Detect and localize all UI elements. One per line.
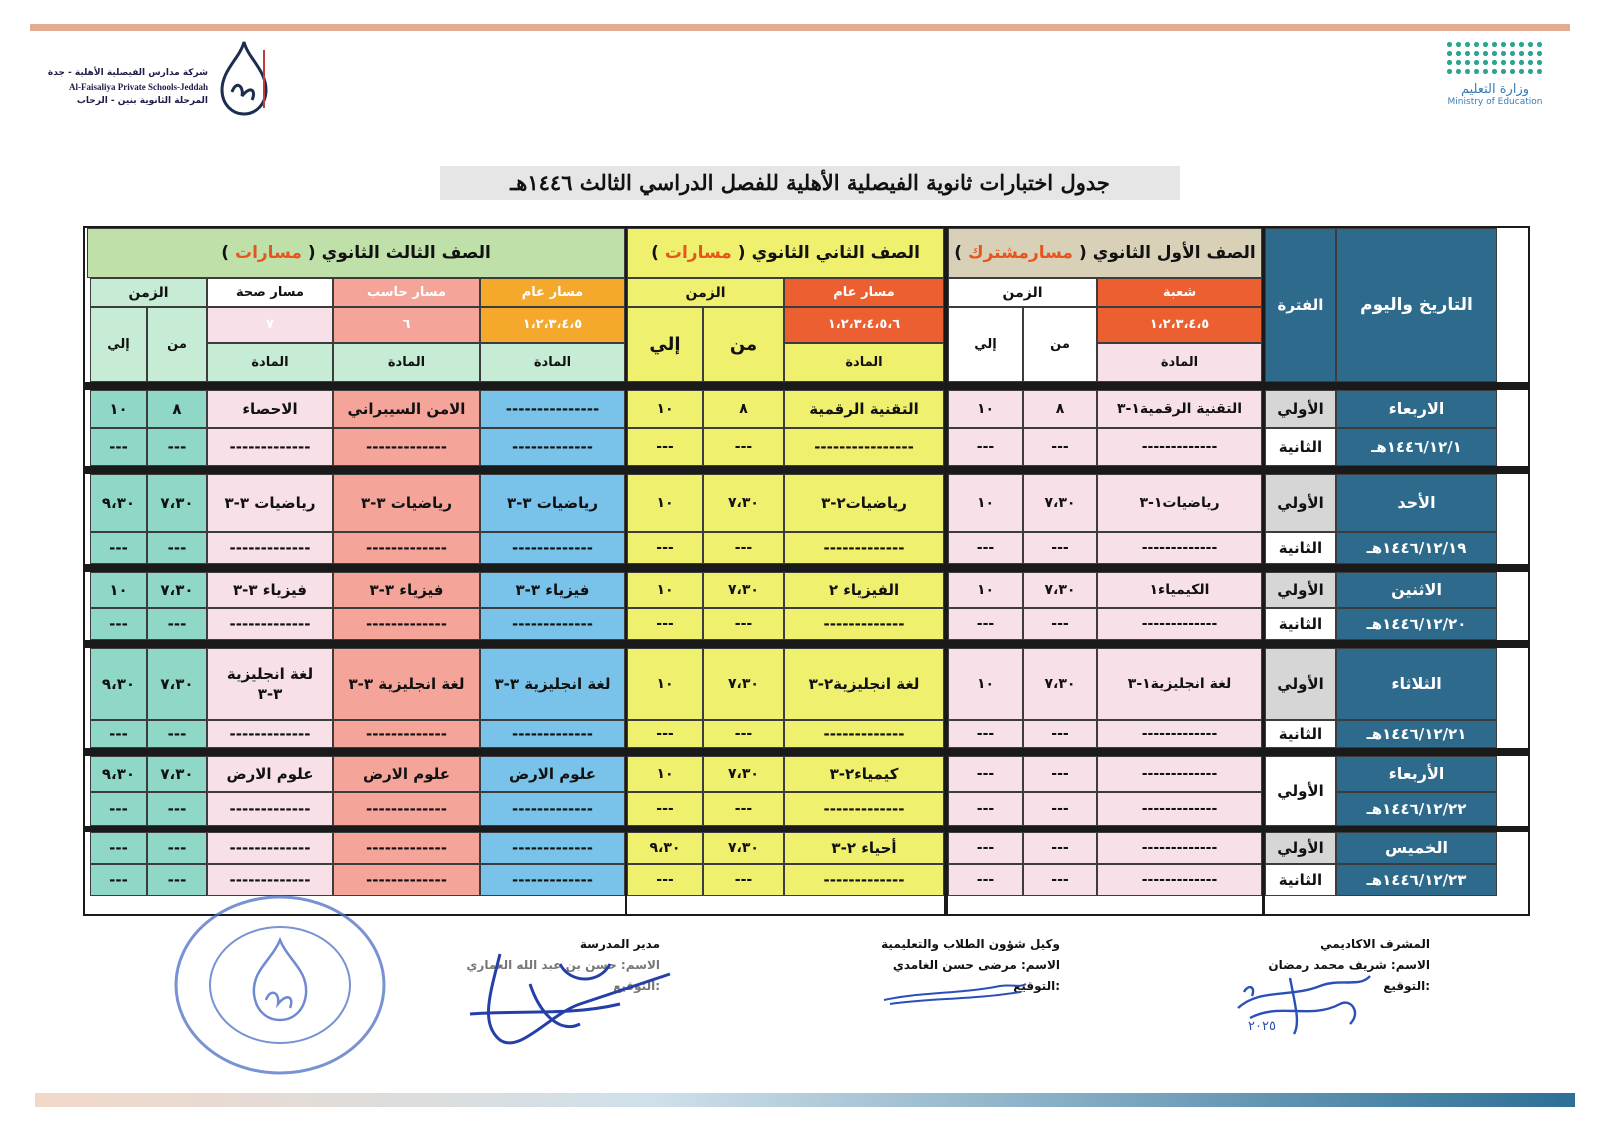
academic-name: الاسم: شريف محمد رمضان: [1268, 958, 1430, 972]
g2-subject-cell: -------------: [784, 864, 944, 896]
g3-general-cell: ---------------: [480, 390, 625, 428]
principal-name: الاسم: حسن بن عبد الله العماري: [466, 958, 660, 972]
row-separator: [85, 382, 1528, 390]
period-cell: الثانية: [1265, 608, 1336, 640]
day-date: ١٤٤٦/١٢/١٩هـ: [1336, 532, 1497, 564]
g1-to-cell: ---: [948, 756, 1023, 792]
g3-computer-label: مسار حاسب: [333, 278, 480, 307]
g3-to-cell: ٩،٣٠: [90, 474, 147, 532]
g1-from-cell: ---: [1023, 428, 1097, 466]
g3-computer-cell: -------------: [333, 532, 480, 564]
g2-from-cell: ---: [703, 428, 784, 466]
period-cell: الأولي: [1265, 390, 1336, 428]
g1-subject-cell: -------------: [1097, 864, 1262, 896]
g2-subject-cell: رياضيات٢-٣: [784, 474, 944, 532]
g3-health-cell: -------------: [207, 532, 333, 564]
g1-subject-cell: -------------: [1097, 532, 1262, 564]
period-cell: الأولي: [1265, 648, 1336, 720]
g2-to-cell: ---: [627, 720, 703, 748]
g3-to-label: إلي: [90, 307, 147, 382]
g2-from-label: من: [703, 307, 784, 382]
g3-computer-subject: المادة: [333, 343, 480, 382]
g1-to-cell: ---: [948, 832, 1023, 864]
g3-general-cell: -------------: [480, 832, 625, 864]
principal-title: مدير المدرسة: [579, 937, 660, 951]
g3-health-cell: -------------: [207, 428, 333, 466]
g1-from-cell: ---: [1023, 608, 1097, 640]
g2-subject-label: المادة: [784, 343, 944, 382]
header-date-day: التاريخ واليوم: [1336, 228, 1497, 382]
g3-to-cell: ٩،٣٠: [90, 648, 147, 720]
bottom-decorative-line: [35, 1093, 1575, 1107]
g3-to-cell: ---: [90, 428, 147, 466]
g1-to-cell: ١٠: [948, 648, 1023, 720]
g1-to-cell: ---: [948, 428, 1023, 466]
g3-from-cell: ٧،٣٠: [147, 572, 207, 608]
g2-subject-cell: أحياء ٢-٣: [784, 832, 944, 864]
g3-from-cell: ٨: [147, 390, 207, 428]
day-name: الاربعاء: [1336, 390, 1497, 428]
g3-from-cell: ---: [147, 608, 207, 640]
g3-general-cell: -------------: [480, 720, 625, 748]
g3-computer-cell: فيزياء ٣-٣: [333, 572, 480, 608]
g3-from-cell: ---: [147, 428, 207, 466]
g3-computer-values: ٦: [333, 307, 480, 343]
g2-from-cell: ---: [703, 792, 784, 826]
period-cell: الثانية: [1265, 428, 1336, 466]
ministry-name-ar: وزارة التعليم: [1460, 82, 1530, 97]
header-period: الفترة: [1265, 228, 1336, 382]
g1-to-cell: ١٠: [948, 572, 1023, 608]
affairs-signature-scribble: [880, 978, 1030, 1008]
g3-health-label: مسار صحة: [207, 278, 333, 307]
g2-to-cell: ١٠: [627, 648, 703, 720]
g2-to-cell: ---: [627, 608, 703, 640]
day-date: ١٤٤٦/١٢/٢٠هـ: [1336, 608, 1497, 640]
paren: (: [737, 243, 746, 263]
academic-signature-scribble: [1230, 968, 1380, 1038]
g1-from-cell: ---: [1023, 720, 1097, 748]
g2-subject-cell: -------------: [784, 608, 944, 640]
g1-from-cell: ٧،٣٠: [1023, 572, 1097, 608]
g3-health-cell: لغة انجليزية ٣-٣: [207, 648, 333, 720]
ministry-name-en: Ministry of Education: [1447, 97, 1543, 107]
paren: (: [307, 243, 316, 263]
period-cell: الأولي: [1265, 832, 1336, 864]
g1-section-label: شعبة: [1097, 278, 1262, 307]
g1-subject-cell: رياضيات١-٣: [1097, 474, 1262, 532]
affairs-name: الاسم: مرضى حسن الغامدي: [892, 958, 1060, 972]
g2-time-label: الزمن: [627, 278, 784, 307]
g3-general-cell: رياضيات ٣-٣: [480, 474, 625, 532]
g3-general-subject: المادة: [480, 343, 625, 382]
g3-general-cell: فيزياء ٣-٣: [480, 572, 625, 608]
g3-from-cell: ---: [147, 864, 207, 896]
day-date: ١٤٤٦/١٢/٢١هـ: [1336, 720, 1497, 748]
g1-to-cell: ---: [948, 792, 1023, 826]
principal-signature-scribble: [460, 944, 680, 1054]
g3-time-label: الزمن: [90, 278, 207, 307]
g3-to-cell: ١٠: [90, 390, 147, 428]
g1-from-cell: ---: [1023, 832, 1097, 864]
g1-subject-cell: الكيمياء١: [1097, 572, 1262, 608]
day-name: الأربعاء: [1336, 756, 1497, 792]
g3-health-cell: الاحصاء: [207, 390, 333, 428]
g3-health-cell: -------------: [207, 792, 333, 826]
header-grade-2-label: الصف الثاني الثانوي: [751, 243, 920, 263]
g1-subject-cell: التقنية الرقمية١-٣: [1097, 390, 1262, 428]
page-title: جدول اختبارات ثانوية الفيصلية الأهلية للفصل الدراسي الثالث ١٤٤٦هـ: [440, 166, 1180, 200]
g1-to-cell: ١٠: [948, 390, 1023, 428]
day-date: ١٤٤٦/١٢/٢٣هـ: [1336, 864, 1497, 896]
header-grade-2-track: مسارات: [664, 243, 732, 263]
g1-to-cell: ---: [948, 532, 1023, 564]
school-name-en: Al-Faisaliya Private Schools-Jeddah: [69, 82, 208, 92]
svg-text:٢٠٢٥: ٢٠٢٥: [1248, 1019, 1276, 1034]
g1-from-cell: ---: [1023, 532, 1097, 564]
row-separator: [85, 564, 1528, 572]
g1-from-cell: ---: [1023, 792, 1097, 826]
ministry-logo: [1440, 40, 1550, 107]
row-separator: [85, 466, 1528, 474]
g3-from-cell: ---: [147, 832, 207, 864]
ministry-dots-icon: [1445, 40, 1545, 76]
g1-subject-label: المادة: [1097, 343, 1262, 382]
day-name: الثلاثاء: [1336, 648, 1497, 720]
g1-subject-cell: -------------: [1097, 608, 1262, 640]
g3-health-cell: علوم الارض: [207, 756, 333, 792]
g1-subject-cell: -------------: [1097, 720, 1262, 748]
g1-subject-cell: -------------: [1097, 428, 1262, 466]
g1-from-cell: ٧،٣٠: [1023, 648, 1097, 720]
g3-computer-cell: -------------: [333, 428, 480, 466]
g3-to-cell: ---: [90, 720, 147, 748]
g3-from-cell: ---: [147, 532, 207, 564]
g2-from-cell: ٧،٣٠: [703, 572, 784, 608]
g3-health-subject: المادة: [207, 343, 333, 382]
g1-time-label: الزمن: [948, 278, 1097, 307]
g3-to-cell: ---: [90, 832, 147, 864]
g3-to-cell: ---: [90, 792, 147, 826]
academic-sig-label: التوقيع:: [1383, 979, 1430, 993]
g3-general-cell: -------------: [480, 792, 625, 826]
g3-from-cell: ٧،٣٠: [147, 756, 207, 792]
g2-subject-cell: التقنية الرقمية: [784, 390, 944, 428]
g3-computer-cell: -------------: [333, 792, 480, 826]
g2-subject-cell: الفيزياء ٢: [784, 572, 944, 608]
g3-general-values: ١،٢،٣،٤،٥: [480, 307, 625, 343]
g3-from-cell: ٧،٣٠: [147, 648, 207, 720]
period-cell: الثانية: [1265, 532, 1336, 564]
top-decorative-line: [30, 24, 1570, 31]
g3-from-label: من: [147, 307, 207, 382]
g1-subject-cell: -------------: [1097, 832, 1262, 864]
g3-computer-cell: لغة انجليزية ٣-٣: [333, 648, 480, 720]
g2-from-cell: ---: [703, 864, 784, 896]
g2-subject-cell: -------------: [784, 792, 944, 826]
g3-computer-cell: علوم الارض: [333, 756, 480, 792]
header-grade-1: [948, 228, 1262, 278]
period-cell: الثانية: [1265, 720, 1336, 748]
paren: (: [1078, 243, 1087, 263]
g2-col-values: ١،٢،٣،٤،٥،٦: [784, 307, 944, 343]
header-grade-3-label: الصف الثالث الثانوي: [321, 243, 491, 263]
g1-subject-cell: -------------: [1097, 792, 1262, 826]
g2-to-cell: ١٠: [627, 756, 703, 792]
g2-to-cell: ---: [627, 864, 703, 896]
g1-to-cell: ---: [948, 720, 1023, 748]
g3-from-cell: ---: [147, 792, 207, 826]
g3-computer-cell: -------------: [333, 720, 480, 748]
period-cell: الأولي: [1265, 572, 1336, 608]
academic-title: المشرف الاكاديمي: [1320, 937, 1430, 951]
g2-to-label: إلي: [627, 307, 703, 382]
header-grade-3-track: مسارات: [234, 243, 302, 263]
g2-subject-cell: -------------: [784, 720, 944, 748]
g3-to-cell: ---: [90, 608, 147, 640]
g2-to-cell: ---: [627, 532, 703, 564]
g2-subject-cell: -------------: [784, 532, 944, 564]
exam-schedule-table: [83, 226, 1530, 916]
g3-computer-cell: -------------: [333, 864, 480, 896]
g3-from-cell: ---: [147, 720, 207, 748]
g1-subject-cell: -------------: [1097, 756, 1262, 792]
g2-to-cell: ١٠: [627, 390, 703, 428]
g3-general-label: مسار عام: [480, 278, 625, 307]
g2-from-cell: ٧،٣٠: [703, 832, 784, 864]
row-separator: [85, 748, 1528, 756]
header-grade-2: [627, 228, 944, 278]
g3-health-cell: -------------: [207, 832, 333, 864]
paren: ): [221, 243, 229, 263]
g2-col-label: مسار عام: [784, 278, 944, 307]
g3-general-cell: -------------: [480, 532, 625, 564]
day-name: الخميس: [1336, 832, 1497, 864]
g3-health-cell: -------------: [207, 864, 333, 896]
day-name: الاثنين: [1336, 572, 1497, 608]
g3-general-cell: علوم الارض: [480, 756, 625, 792]
g1-subject-cell: لغة انجليزية١-٣: [1097, 648, 1262, 720]
g2-to-cell: ---: [627, 792, 703, 826]
school-stamp: [170, 890, 390, 1080]
g2-from-cell: ---: [703, 608, 784, 640]
g3-general-cell: -------------: [480, 864, 625, 896]
g2-subject-cell: لغة انجليزية٢-٣: [784, 648, 944, 720]
g3-health-cell: رياضيات ٣-٣: [207, 474, 333, 532]
g2-from-cell: ٨: [703, 390, 784, 428]
header-grade-1-label: الصف الأول الثانوي: [1092, 243, 1256, 263]
g1-from-cell: ٧،٣٠: [1023, 474, 1097, 532]
header-grade-3: [87, 228, 625, 278]
g3-computer-cell: الامن السيبراني: [333, 390, 480, 428]
g2-to-cell: ١٠: [627, 572, 703, 608]
g1-to-cell: ---: [948, 608, 1023, 640]
school-name-ar: شركة مدارس الفيصلية الأهلية - جدة: [47, 68, 208, 78]
g1-to-label: إلي: [948, 307, 1023, 382]
g2-from-cell: ---: [703, 720, 784, 748]
g3-computer-cell: -------------: [333, 608, 480, 640]
g3-health-cell: -------------: [207, 608, 333, 640]
g3-to-cell: ١٠: [90, 572, 147, 608]
affairs-sig-label: التوقيع:: [1013, 979, 1060, 993]
header-grade-1-track: مسارمشترك: [968, 243, 1073, 263]
g2-to-cell: ---: [627, 428, 703, 466]
g3-general-cell: -------------: [480, 428, 625, 466]
g3-health-cell: -------------: [207, 720, 333, 748]
g1-from-label: من: [1023, 307, 1097, 382]
period-cell: الأولي: [1265, 474, 1336, 532]
day-date: ١٤٤٦/١٢/٢٢هـ: [1336, 792, 1497, 826]
g2-from-cell: ---: [703, 532, 784, 564]
g2-from-cell: ٧،٣٠: [703, 648, 784, 720]
g2-subject-cell: كيمياء٢-٣: [784, 756, 944, 792]
g3-health-cell: فيزياء ٣-٣: [207, 572, 333, 608]
day-name: الأحد: [1336, 474, 1497, 532]
g3-general-cell: -------------: [480, 608, 625, 640]
period-cell: الثانية: [1265, 864, 1336, 896]
g2-from-cell: ٧،٣٠: [703, 474, 784, 532]
g3-computer-cell: رياضيات ٣-٣: [333, 474, 480, 532]
g3-computer-cell: -------------: [333, 832, 480, 864]
g3-to-cell: ٩،٣٠: [90, 756, 147, 792]
g1-to-cell: ---: [948, 864, 1023, 896]
day-date: ١٤٤٦/١٢/١هـ: [1336, 428, 1497, 466]
g2-to-cell: ٩،٣٠: [627, 832, 703, 864]
g2-to-cell: ١٠: [627, 474, 703, 532]
g2-from-cell: ٧،٣٠: [703, 756, 784, 792]
school-name-block: [38, 66, 208, 108]
g3-health-values: ٧: [207, 307, 333, 343]
g3-to-cell: ---: [90, 532, 147, 564]
g2-subject-cell: ----------------: [784, 428, 944, 466]
row-separator: [85, 640, 1528, 648]
g3-general-cell: لغة انجليزية ٣-٣: [480, 648, 625, 720]
g1-from-cell: ٨: [1023, 390, 1097, 428]
school-logo-icon: [218, 40, 270, 116]
paren: ): [651, 243, 659, 263]
affairs-title: وكيل شؤون الطلاب والتعليمية: [881, 937, 1060, 951]
period-cell: الأولي: [1265, 756, 1336, 826]
g3-to-cell: ---: [90, 864, 147, 896]
school-stage: المرحلة الثانوية بنين - الرحاب: [76, 96, 208, 106]
paren: ): [954, 243, 963, 263]
g1-from-cell: ---: [1023, 864, 1097, 896]
principal-sig-label: التوقيع:: [613, 979, 660, 993]
g3-from-cell: ٧،٣٠: [147, 474, 207, 532]
g1-section-values: ١،٢،٣،٤،٥: [1097, 307, 1262, 343]
g1-to-cell: ١٠: [948, 474, 1023, 532]
g1-from-cell: ---: [1023, 756, 1097, 792]
